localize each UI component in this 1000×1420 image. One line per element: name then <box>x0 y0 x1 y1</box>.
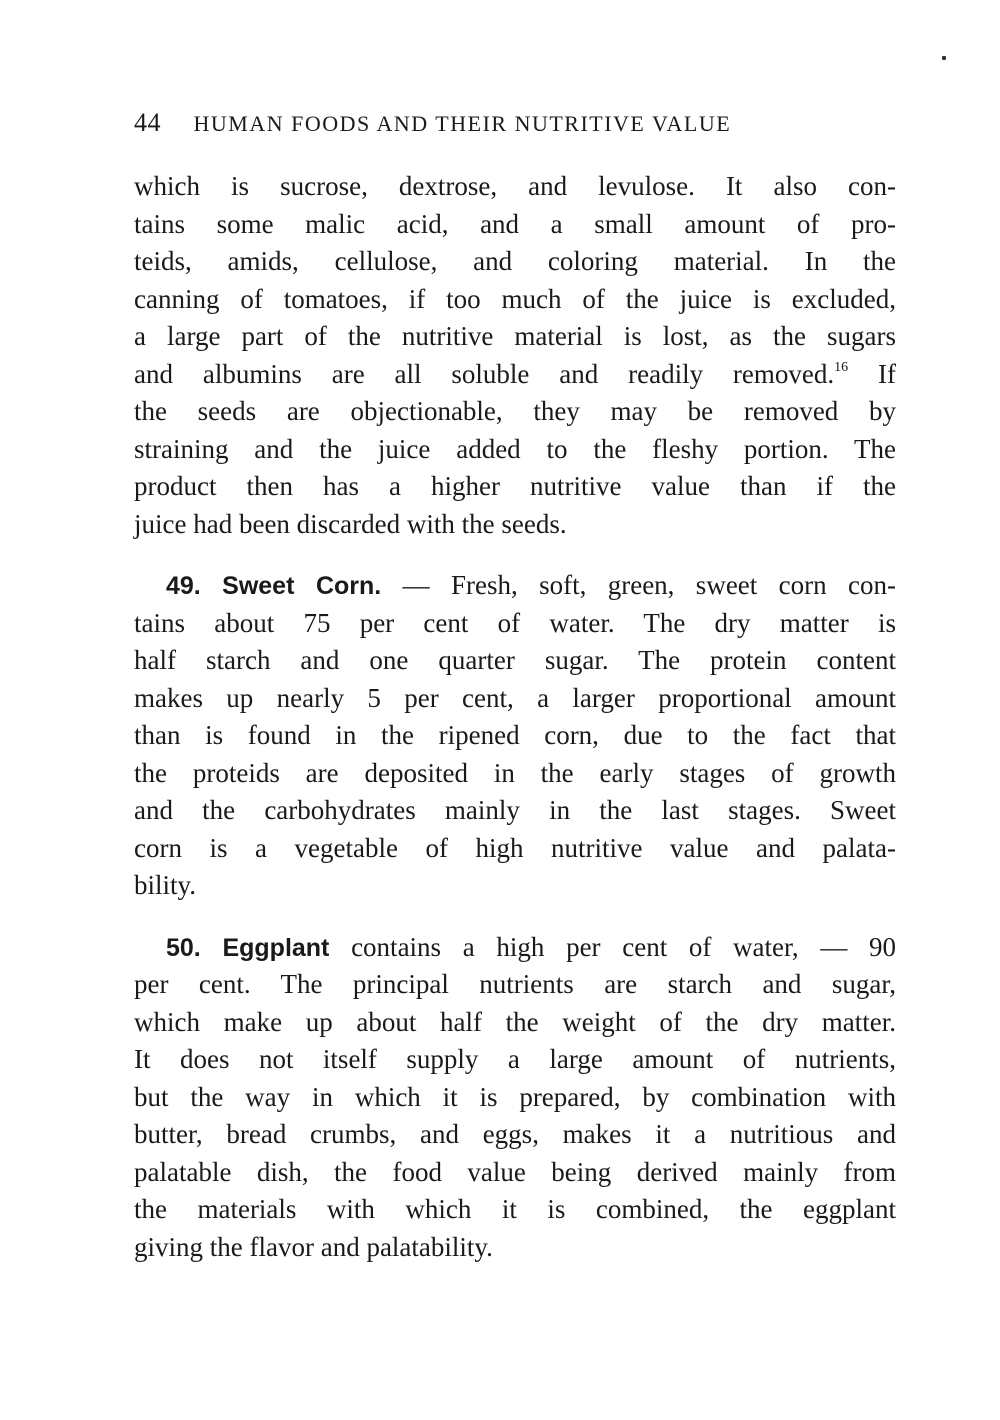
text-line: straining and the juice added to the fleshy portion. The <box>134 433 896 464</box>
section-heading-line <box>134 929 896 967</box>
text-line: canning of tomatoes, if too much of the juice is excluded, <box>134 283 896 314</box>
page-body <box>134 168 896 1290</box>
text-segment: If <box>878 358 897 389</box>
section-heading: Sweet Corn. <box>222 572 382 600</box>
text-line-with-footnote <box>134 356 896 394</box>
scan-mark <box>942 56 946 60</box>
text-line: tains some malic acid, and a small amount of pro- <box>134 208 896 239</box>
text-line: tains about 75 per cent of water. The dry matter is <box>134 607 896 638</box>
section-heading-line <box>134 567 896 605</box>
text-segment: contains a high per cent of water, — 90 <box>351 931 897 962</box>
text-line: the proteids are deposited in the early stages of growth <box>134 757 896 788</box>
text-line: which is sucrose, dextrose, and levulose. It also con- <box>134 171 896 201</box>
text-line: half starch and one quarter sugar. The protein content <box>134 645 896 675</box>
page-header <box>134 108 894 142</box>
text-line: juice had been discarded with the seeds. <box>134 508 567 539</box>
text-line: makes up nearly 5 per cent, a larger proportional amount <box>134 682 896 713</box>
running-title: HUMAN FOODS AND THEIR NUTRITIVE VALUE <box>193 111 732 136</box>
text-line: teids, amids, cellulose, and coloring material. In the <box>134 246 896 276</box>
section-number: 50. <box>166 933 201 962</box>
text-line: a large part of the nutritive material is lost, as the sugars <box>134 321 896 351</box>
text-segment: — Fresh, soft, green, sweet corn con- <box>402 570 896 600</box>
text-line: the seeds are objectionable, they may be removed by <box>134 396 896 426</box>
text-line: but the way in which it is prepared, by combination with <box>134 1081 896 1112</box>
footnote-ref[interactable]: 16 <box>834 359 849 375</box>
text-line: product then has a higher nutritive value than if the <box>134 471 896 501</box>
section-number: 49. <box>166 572 201 600</box>
page-number: 44 <box>134 108 161 137</box>
text-line: the materials with which it is combined, the eggplant <box>134 1194 896 1224</box>
text-line: palatable dish, the food value being derived mainly from <box>134 1156 896 1187</box>
section-49-sweet-corn <box>134 567 896 905</box>
text-line: giving the flavor and palatability. <box>134 1231 493 1262</box>
text-line: and the carbohydrates mainly in the last stages. Sweet <box>134 795 896 825</box>
text-line: It does not itself supply a large amount of nutrients, <box>134 1044 896 1074</box>
section-heading: Eggplant <box>222 933 330 962</box>
text-line: per cent. The principal nutrients are starch and sugar, <box>134 969 896 999</box>
section-50-eggplant <box>134 929 896 1267</box>
text-segment: and albumins are all soluble and readily removed. <box>134 358 835 389</box>
text-line: bility. <box>134 870 197 900</box>
text-line: which make up about half the weight of the dry matter. <box>134 1006 896 1037</box>
text-line: butter, bread crumbs, and eggs, makes it a nutritious and <box>134 1119 896 1149</box>
paragraph-tomatoes-continued <box>134 168 896 543</box>
text-line: than is found in the ripened corn, due to the fact that <box>134 720 896 750</box>
text-line: corn is a vegetable of high nutritive value and palata- <box>134 832 896 863</box>
